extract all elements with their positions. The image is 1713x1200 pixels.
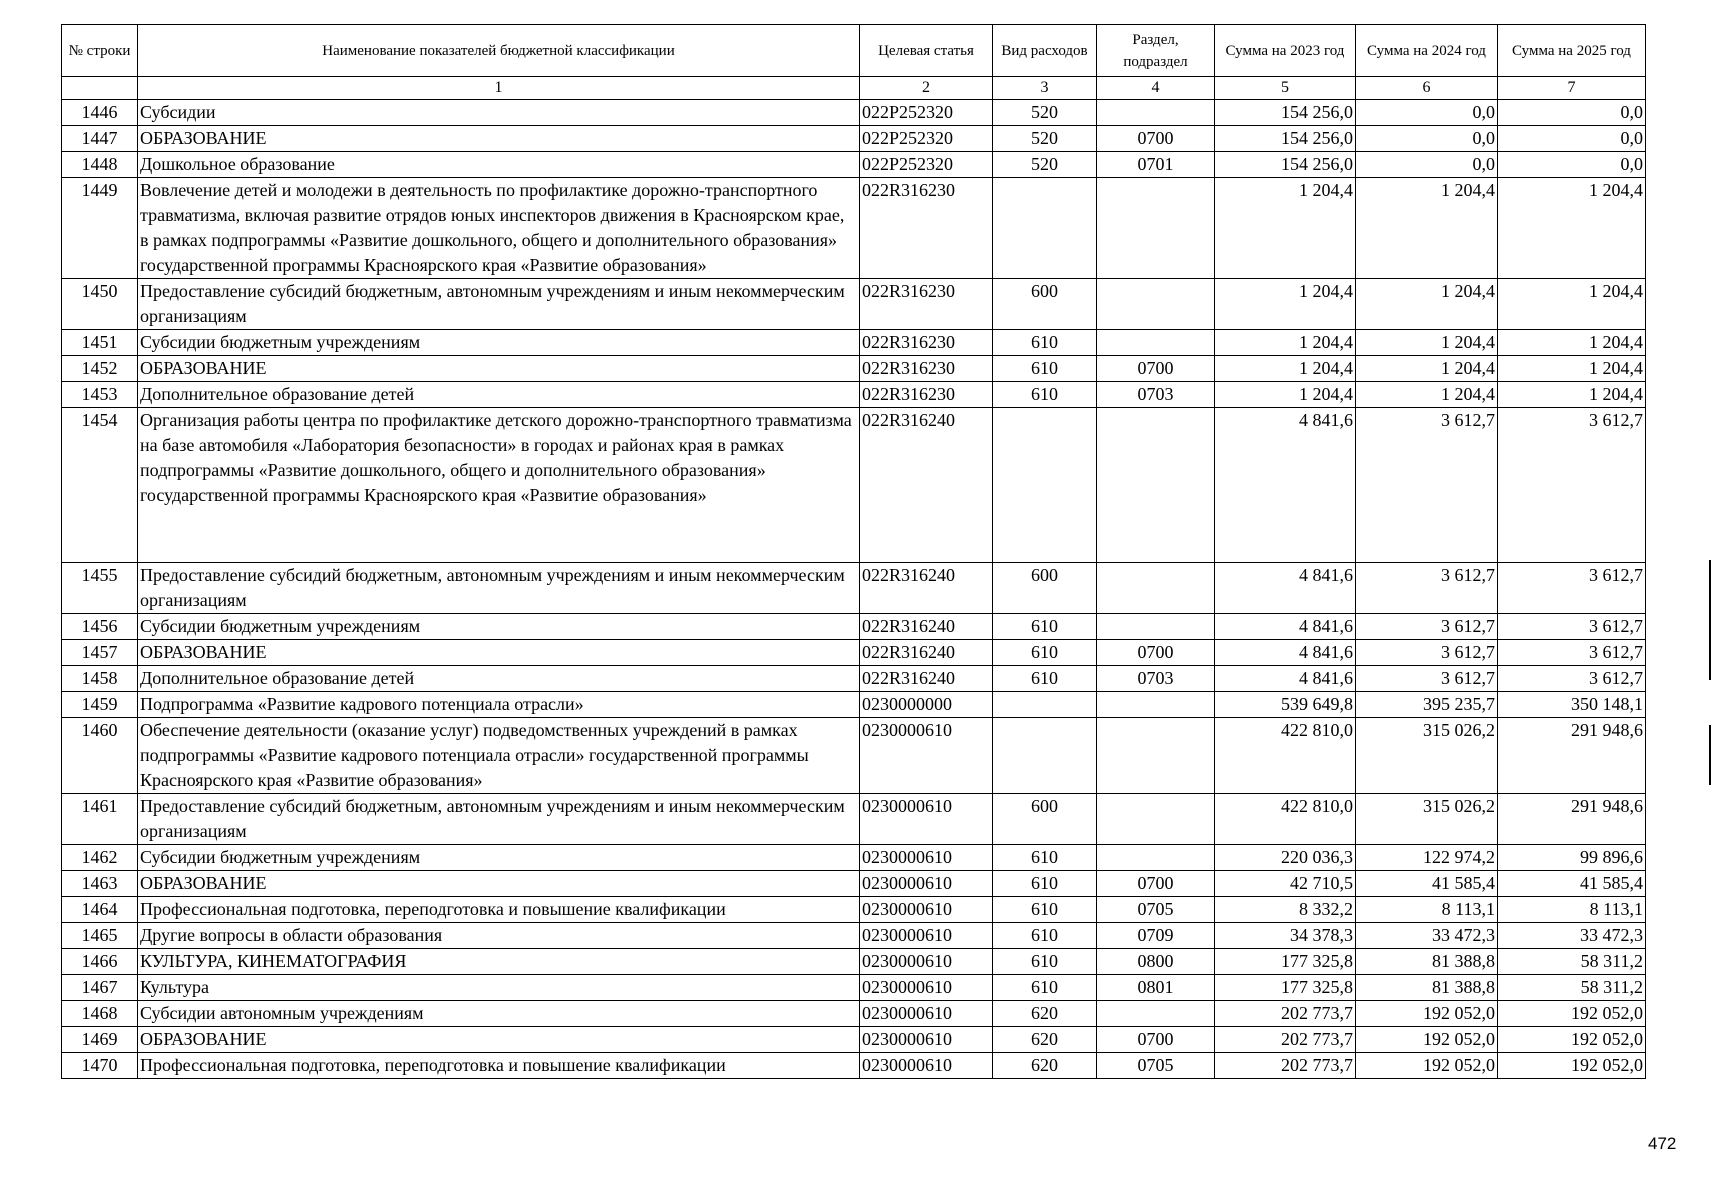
row-sum-2024: 395 235,7 bbox=[1356, 692, 1498, 718]
row-section: 0700 bbox=[1097, 871, 1215, 897]
row-number: 1455 bbox=[62, 563, 138, 614]
row-sum-2023: 220 036,3 bbox=[1215, 845, 1356, 871]
row-expense-type: 620 bbox=[993, 1027, 1097, 1053]
row-expense-type bbox=[993, 178, 1097, 279]
row-number: 1470 bbox=[62, 1053, 138, 1079]
row-number: 1447 bbox=[62, 126, 138, 152]
row-sum-2024: 1 204,4 bbox=[1356, 178, 1498, 279]
row-sum-2025: 3 612,7 bbox=[1498, 408, 1646, 563]
row-number: 1467 bbox=[62, 975, 138, 1001]
row-sum-2023: 1 204,4 bbox=[1215, 330, 1356, 356]
row-section bbox=[1097, 330, 1215, 356]
row-sum-2023: 202 773,7 bbox=[1215, 1053, 1356, 1079]
row-name: Субсидии бюджетным учреждениям bbox=[138, 614, 860, 640]
row-name: Субсидии бюджетным учреждениям bbox=[138, 330, 860, 356]
row-expense-type: 610 bbox=[993, 382, 1097, 408]
table-row bbox=[62, 614, 1646, 640]
row-number: 1446 bbox=[62, 100, 138, 126]
row-sum-2025: 291 948,6 bbox=[1498, 794, 1646, 845]
row-name: Организация работы центра по профилактике детского дорожно-транспортного травматизма на базе автомобиля «Лаборатория безопасности» в городах и районах края в рамках подпрограммы «Развитие дошкольного, общего и дополнительного образования» государственной программы Красноярского края «Развитие образования» bbox=[138, 408, 860, 563]
row-sum-2025: 58 311,2 bbox=[1498, 949, 1646, 975]
row-name: Культура bbox=[138, 975, 860, 1001]
table-row bbox=[62, 845, 1646, 871]
row-expense-type: 520 bbox=[993, 100, 1097, 126]
row-expense-type: 610 bbox=[993, 923, 1097, 949]
row-sum-2023: 4 841,6 bbox=[1215, 614, 1356, 640]
row-name: Профессиональная подготовка, переподготовка и повышение квалификации bbox=[138, 897, 860, 923]
row-sum-2024: 315 026,2 bbox=[1356, 794, 1498, 845]
header-expense-type: Вид расходов bbox=[993, 25, 1097, 77]
row-sum-2025: 350 148,1 bbox=[1498, 692, 1646, 718]
row-expense-type: 610 bbox=[993, 666, 1097, 692]
row-sum-2024: 33 472,3 bbox=[1356, 923, 1498, 949]
row-expense-type: 610 bbox=[993, 897, 1097, 923]
row-number: 1461 bbox=[62, 794, 138, 845]
row-name: ОБРАЗОВАНИЕ bbox=[138, 126, 860, 152]
row-number: 1452 bbox=[62, 356, 138, 382]
table-row bbox=[62, 563, 1646, 614]
row-name: Субсидии бюджетным учреждениям bbox=[138, 845, 860, 871]
row-target-article: 0230000610 bbox=[860, 845, 993, 871]
row-name: Предоставление субсидий бюджетным, автономным учреждениям и иным некоммерческим организациям bbox=[138, 279, 860, 330]
row-target-article: 0230000610 bbox=[860, 1027, 993, 1053]
scan-edge-mark bbox=[1709, 725, 1711, 785]
table-row bbox=[62, 356, 1646, 382]
row-target-article: 022R316240 bbox=[860, 563, 993, 614]
row-target-article: 0230000610 bbox=[860, 871, 993, 897]
header-row-no: № строки bbox=[62, 25, 138, 77]
row-sum-2024: 192 052,0 bbox=[1356, 1053, 1498, 1079]
page-number: 472 bbox=[1648, 1134, 1677, 1153]
row-section: 0703 bbox=[1097, 666, 1215, 692]
column-index: 4 bbox=[1097, 77, 1215, 100]
row-sum-2025: 0,0 bbox=[1498, 152, 1646, 178]
row-target-article: 022P252320 bbox=[860, 152, 993, 178]
row-expense-type bbox=[993, 692, 1097, 718]
row-sum-2024: 3 612,7 bbox=[1356, 666, 1498, 692]
row-target-article: 022R316240 bbox=[860, 640, 993, 666]
row-section: 0701 bbox=[1097, 152, 1215, 178]
row-name: Другие вопросы в области образования bbox=[138, 923, 860, 949]
row-sum-2024: 315 026,2 bbox=[1356, 718, 1498, 794]
row-section bbox=[1097, 100, 1215, 126]
row-sum-2025: 99 896,6 bbox=[1498, 845, 1646, 871]
row-sum-2025: 33 472,3 bbox=[1498, 923, 1646, 949]
row-number: 1460 bbox=[62, 718, 138, 794]
row-number: 1459 bbox=[62, 692, 138, 718]
table-row bbox=[62, 949, 1646, 975]
row-sum-2024: 3 612,7 bbox=[1356, 640, 1498, 666]
row-sum-2023: 4 841,6 bbox=[1215, 408, 1356, 563]
table-row bbox=[62, 330, 1646, 356]
row-section bbox=[1097, 794, 1215, 845]
row-sum-2024: 192 052,0 bbox=[1356, 1027, 1498, 1053]
row-sum-2024: 3 612,7 bbox=[1356, 563, 1498, 614]
row-target-article: 0230000610 bbox=[860, 718, 993, 794]
table-row bbox=[62, 1027, 1646, 1053]
row-sum-2023: 154 256,0 bbox=[1215, 152, 1356, 178]
row-expense-type: 610 bbox=[993, 845, 1097, 871]
table-body bbox=[62, 100, 1646, 1079]
header-sum-2023: Сумма на 2023 год bbox=[1215, 25, 1356, 77]
row-sum-2023: 4 841,6 bbox=[1215, 563, 1356, 614]
row-sum-2024: 0,0 bbox=[1356, 126, 1498, 152]
row-sum-2023: 1 204,4 bbox=[1215, 356, 1356, 382]
row-section: 0700 bbox=[1097, 356, 1215, 382]
row-sum-2024: 8 113,1 bbox=[1356, 897, 1498, 923]
row-sum-2023: 422 810,0 bbox=[1215, 718, 1356, 794]
row-target-article: 0230000610 bbox=[860, 794, 993, 845]
table-row bbox=[62, 718, 1646, 794]
row-section bbox=[1097, 692, 1215, 718]
header-target-article: Целевая статья bbox=[860, 25, 993, 77]
row-sum-2024: 3 612,7 bbox=[1356, 408, 1498, 563]
row-sum-2023: 177 325,8 bbox=[1215, 975, 1356, 1001]
row-sum-2024: 0,0 bbox=[1356, 100, 1498, 126]
row-expense-type bbox=[993, 718, 1097, 794]
row-name: ОБРАЗОВАНИЕ bbox=[138, 1027, 860, 1053]
row-expense-type: 610 bbox=[993, 975, 1097, 1001]
row-sum-2024: 1 204,4 bbox=[1356, 382, 1498, 408]
row-section bbox=[1097, 718, 1215, 794]
row-sum-2025: 1 204,4 bbox=[1498, 178, 1646, 279]
row-name: Дополнительное образование детей bbox=[138, 666, 860, 692]
row-sum-2023: 4 841,6 bbox=[1215, 666, 1356, 692]
row-number: 1462 bbox=[62, 845, 138, 871]
row-sum-2025: 58 311,2 bbox=[1498, 975, 1646, 1001]
row-sum-2025: 8 113,1 bbox=[1498, 897, 1646, 923]
row-name: ОБРАЗОВАНИЕ bbox=[138, 640, 860, 666]
row-number: 1457 bbox=[62, 640, 138, 666]
row-sum-2025: 3 612,7 bbox=[1498, 614, 1646, 640]
row-sum-2024: 1 204,4 bbox=[1356, 356, 1498, 382]
scan-edge-mark bbox=[1709, 560, 1711, 680]
row-sum-2024: 81 388,8 bbox=[1356, 975, 1498, 1001]
row-sum-2025: 1 204,4 bbox=[1498, 279, 1646, 330]
table-row bbox=[62, 794, 1646, 845]
row-sum-2023: 1 204,4 bbox=[1215, 279, 1356, 330]
table-row bbox=[62, 126, 1646, 152]
row-number: 1456 bbox=[62, 614, 138, 640]
row-expense-type: 600 bbox=[993, 794, 1097, 845]
row-section: 0800 bbox=[1097, 949, 1215, 975]
table-row bbox=[62, 279, 1646, 330]
row-sum-2023: 1 204,4 bbox=[1215, 382, 1356, 408]
row-section: 0709 bbox=[1097, 923, 1215, 949]
row-sum-2025: 1 204,4 bbox=[1498, 330, 1646, 356]
row-sum-2024: 41 585,4 bbox=[1356, 871, 1498, 897]
column-index: 2 bbox=[860, 77, 993, 100]
table-row bbox=[62, 152, 1646, 178]
row-name: КУЛЬТУРА, КИНЕМАТОГРАФИЯ bbox=[138, 949, 860, 975]
row-sum-2025: 1 204,4 bbox=[1498, 356, 1646, 382]
row-target-article: 022R316230 bbox=[860, 382, 993, 408]
column-index: 6 bbox=[1356, 77, 1498, 100]
table-row bbox=[62, 692, 1646, 718]
row-expense-type: 620 bbox=[993, 1053, 1097, 1079]
row-target-article: 022R316240 bbox=[860, 666, 993, 692]
row-number: 1465 bbox=[62, 923, 138, 949]
table-row bbox=[62, 897, 1646, 923]
row-target-article: 0230000610 bbox=[860, 949, 993, 975]
row-sum-2024: 3 612,7 bbox=[1356, 614, 1498, 640]
header-row bbox=[62, 25, 1646, 77]
row-sum-2023: 177 325,8 bbox=[1215, 949, 1356, 975]
row-target-article: 0230000610 bbox=[860, 1001, 993, 1027]
row-sum-2025: 3 612,7 bbox=[1498, 666, 1646, 692]
row-expense-type: 520 bbox=[993, 152, 1097, 178]
table-row bbox=[62, 640, 1646, 666]
row-sum-2023: 4 841,6 bbox=[1215, 640, 1356, 666]
row-sum-2023: 154 256,0 bbox=[1215, 126, 1356, 152]
header-section: Раздел, подраздел bbox=[1097, 25, 1215, 77]
row-expense-type: 610 bbox=[993, 640, 1097, 666]
column-index: 5 bbox=[1215, 77, 1356, 100]
row-number: 1463 bbox=[62, 871, 138, 897]
row-name: Вовлечение детей и молодежи в деятельность по профилактике дорожно-транспортного травматизма, включая развитие отрядов юных инспекторов движения в Красноярском крае, в рамках подпрограммы «Развитие дошкольного, общего и дополнительного образования» государственной программы Красноярского края «Развитие образования» bbox=[138, 178, 860, 279]
column-index-row bbox=[62, 77, 1646, 100]
row-section: 0705 bbox=[1097, 1053, 1215, 1079]
row-section: 0705 bbox=[1097, 897, 1215, 923]
row-sum-2024: 1 204,4 bbox=[1356, 279, 1498, 330]
row-section bbox=[1097, 279, 1215, 330]
row-sum-2025: 0,0 bbox=[1498, 126, 1646, 152]
table-row bbox=[62, 975, 1646, 1001]
table-row bbox=[62, 1001, 1646, 1027]
row-target-article: 022R316230 bbox=[860, 330, 993, 356]
row-target-article: 0230000610 bbox=[860, 975, 993, 1001]
row-sum-2025: 41 585,4 bbox=[1498, 871, 1646, 897]
row-sum-2023: 42 710,5 bbox=[1215, 871, 1356, 897]
table-row bbox=[62, 871, 1646, 897]
row-target-article: 022P252320 bbox=[860, 100, 993, 126]
row-name: Субсидии bbox=[138, 100, 860, 126]
row-target-article: 022R316230 bbox=[860, 279, 993, 330]
column-index bbox=[62, 77, 138, 100]
row-sum-2025: 1 204,4 bbox=[1498, 382, 1646, 408]
row-expense-type: 610 bbox=[993, 356, 1097, 382]
row-target-article: 0230000610 bbox=[860, 897, 993, 923]
row-expense-type: 600 bbox=[993, 279, 1097, 330]
table-row bbox=[62, 666, 1646, 692]
row-expense-type: 610 bbox=[993, 871, 1097, 897]
row-sum-2023: 154 256,0 bbox=[1215, 100, 1356, 126]
row-expense-type: 610 bbox=[993, 614, 1097, 640]
column-index: 7 bbox=[1498, 77, 1646, 100]
row-number: 1469 bbox=[62, 1027, 138, 1053]
row-section bbox=[1097, 614, 1215, 640]
row-section: 0700 bbox=[1097, 640, 1215, 666]
row-section bbox=[1097, 408, 1215, 563]
row-target-article: 0230000610 bbox=[860, 1053, 993, 1079]
row-target-article: 022R316230 bbox=[860, 178, 993, 279]
row-section: 0700 bbox=[1097, 126, 1215, 152]
row-sum-2023: 1 204,4 bbox=[1215, 178, 1356, 279]
table-row bbox=[62, 100, 1646, 126]
table-row bbox=[62, 408, 1646, 563]
row-number: 1458 bbox=[62, 666, 138, 692]
row-sum-2023: 34 378,3 bbox=[1215, 923, 1356, 949]
row-sum-2025: 291 948,6 bbox=[1498, 718, 1646, 794]
row-section: 0703 bbox=[1097, 382, 1215, 408]
row-expense-type bbox=[993, 408, 1097, 563]
row-sum-2025: 3 612,7 bbox=[1498, 640, 1646, 666]
row-target-article: 022R316240 bbox=[860, 614, 993, 640]
row-sum-2024: 1 204,4 bbox=[1356, 330, 1498, 356]
row-name: Профессиональная подготовка, переподготовка и повышение квалификации bbox=[138, 1053, 860, 1079]
table-row bbox=[62, 1053, 1646, 1079]
table-row bbox=[62, 382, 1646, 408]
row-name: Обеспечение деятельности (оказание услуг) подведомственных учреждений в рамках подпрограммы «Развитие кадрового потенциала отрасли» государственной программы Красноярского края «Развитие образования» bbox=[138, 718, 860, 794]
row-sum-2023: 202 773,7 bbox=[1215, 1001, 1356, 1027]
header-sum-2024: Сумма на 2024 год bbox=[1356, 25, 1498, 77]
row-sum-2023: 422 810,0 bbox=[1215, 794, 1356, 845]
row-number: 1468 bbox=[62, 1001, 138, 1027]
row-expense-type: 610 bbox=[993, 330, 1097, 356]
row-name: Предоставление субсидий бюджетным, автономным учреждениям и иным некоммерческим организациям bbox=[138, 794, 860, 845]
column-index: 1 bbox=[138, 77, 860, 100]
row-sum-2024: 0,0 bbox=[1356, 152, 1498, 178]
row-sum-2025: 192 052,0 bbox=[1498, 1027, 1646, 1053]
row-number: 1453 bbox=[62, 382, 138, 408]
table-row bbox=[62, 178, 1646, 279]
row-name: Дошкольное образование bbox=[138, 152, 860, 178]
row-expense-type: 600 bbox=[993, 563, 1097, 614]
row-name: Дополнительное образование детей bbox=[138, 382, 860, 408]
row-target-article: 022P252320 bbox=[860, 126, 993, 152]
row-section bbox=[1097, 1001, 1215, 1027]
row-expense-type: 620 bbox=[993, 1001, 1097, 1027]
row-number: 1451 bbox=[62, 330, 138, 356]
header-sum-2025: Сумма на 2025 год bbox=[1498, 25, 1646, 77]
row-section: 0700 bbox=[1097, 1027, 1215, 1053]
row-number: 1450 bbox=[62, 279, 138, 330]
column-index: 3 bbox=[993, 77, 1097, 100]
row-target-article: 0230000000 bbox=[860, 692, 993, 718]
row-sum-2023: 202 773,7 bbox=[1215, 1027, 1356, 1053]
row-sum-2023: 539 649,8 bbox=[1215, 692, 1356, 718]
row-target-article: 022R316230 bbox=[860, 356, 993, 382]
row-number: 1448 bbox=[62, 152, 138, 178]
table-row bbox=[62, 923, 1646, 949]
budget-table bbox=[61, 24, 1646, 1079]
row-name: Подпрограмма «Развитие кадрового потенциала отрасли» bbox=[138, 692, 860, 718]
row-section bbox=[1097, 563, 1215, 614]
row-name: ОБРАЗОВАНИЕ bbox=[138, 356, 860, 382]
row-sum-2024: 81 388,8 bbox=[1356, 949, 1498, 975]
row-sum-2024: 122 974,2 bbox=[1356, 845, 1498, 871]
row-sum-2025: 0,0 bbox=[1498, 100, 1646, 126]
row-section bbox=[1097, 845, 1215, 871]
row-name: Предоставление субсидий бюджетным, автономным учреждениям и иным некоммерческим организациям bbox=[138, 563, 860, 614]
row-expense-type: 610 bbox=[993, 949, 1097, 975]
row-sum-2024: 192 052,0 bbox=[1356, 1001, 1498, 1027]
row-sum-2025: 192 052,0 bbox=[1498, 1001, 1646, 1027]
row-section: 0801 bbox=[1097, 975, 1215, 1001]
row-name: Субсидии автономным учреждениям bbox=[138, 1001, 860, 1027]
row-target-article: 0230000610 bbox=[860, 923, 993, 949]
header-name: Наименование показателей бюджетной классификации bbox=[138, 25, 860, 77]
row-name: ОБРАЗОВАНИЕ bbox=[138, 871, 860, 897]
row-number: 1454 bbox=[62, 408, 138, 563]
row-number: 1449 bbox=[62, 178, 138, 279]
row-target-article: 022R316240 bbox=[860, 408, 993, 563]
row-sum-2025: 3 612,7 bbox=[1498, 563, 1646, 614]
row-section bbox=[1097, 178, 1215, 279]
row-number: 1464 bbox=[62, 897, 138, 923]
row-number: 1466 bbox=[62, 949, 138, 975]
row-expense-type: 520 bbox=[993, 126, 1097, 152]
row-sum-2025: 192 052,0 bbox=[1498, 1053, 1646, 1079]
row-sum-2023: 8 332,2 bbox=[1215, 897, 1356, 923]
